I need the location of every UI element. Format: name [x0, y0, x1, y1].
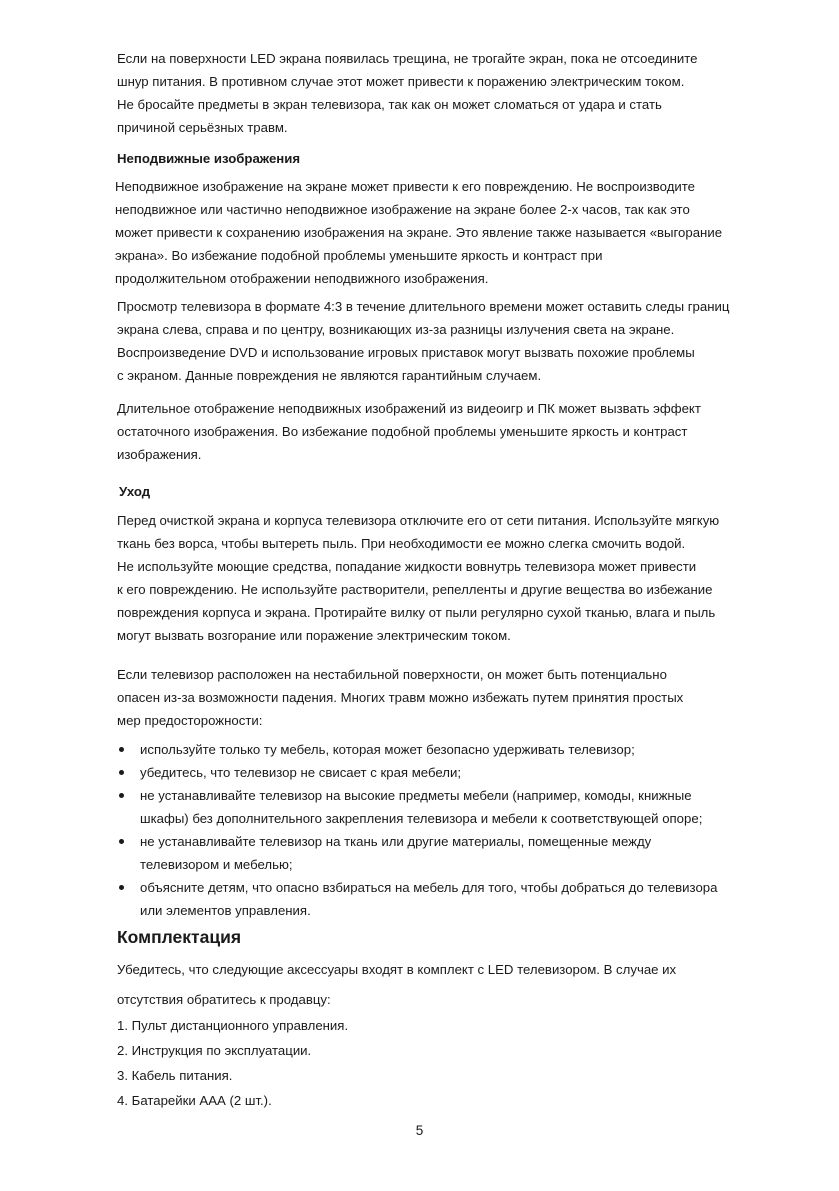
kit-item-batteries: 4. Батарейки ААА (2 шт.).	[117, 1093, 272, 1108]
text-line: Не бросайте предметы в экран телевизора, так как он может сломаться от удара и стать	[117, 97, 662, 112]
text-line: остаточного изображения. Во избежание подобной проблемы уменьшите яркость и контраст	[117, 424, 688, 439]
text-line: шнур питания. В противном случае этот может привести к поражению электрическим током.	[117, 74, 685, 89]
still-images-paragraph	[115, 175, 785, 290]
text-line: может привести к сохранению изображения на экране. Это явление также называется «выгорание	[115, 225, 723, 240]
heading-care: Уход	[119, 484, 151, 499]
bullet-item: убедитесь, что телевизор не свисает с края мебели;	[117, 761, 717, 784]
page-number: 5	[415, 1123, 424, 1138]
care-paragraph	[117, 509, 787, 647]
bullet-dot-icon	[119, 839, 124, 844]
screen-crack-paragraph	[117, 47, 787, 139]
text-line: с экраном. Данные повреждения не являются гарантийным случаем.	[117, 368, 542, 383]
aspect-ratio-paragraph	[117, 295, 787, 387]
bullet-dot-icon	[119, 793, 124, 798]
bullet-dot-icon	[119, 885, 124, 890]
text-line: мер предосторожности:	[117, 713, 263, 728]
text-line: Воспроизведение DVD и использование игровых приставок могут вызвать похожие проблемы	[117, 345, 695, 360]
text-line: повреждения корпуса и экрана. Протирайте вилку от пыли регулярно сухой тканью, влага и пыль	[117, 605, 716, 620]
text-line: экрана слева, справа и по центру, возникающих из-за разницы излучения света на экране.	[117, 322, 675, 337]
bullet-item: используйте только ту мебель, которая может безопасно удерживать телевизор;	[117, 738, 717, 761]
stability-paragraph	[117, 663, 787, 732]
text-line: Не используйте моющие средства, попадание жидкости вовнутрь телевизора может привести	[117, 559, 697, 574]
safety-bullet-list	[117, 738, 717, 922]
bullet-item: объясните детям, что опасно взбираться на мебель для того, чтобы добраться до телевизора или элементов управления.	[117, 876, 717, 922]
kit-item-power-cable: 3. Кабель питания.	[117, 1068, 233, 1083]
afterimage-paragraph	[117, 397, 787, 466]
text-line: изображения.	[117, 447, 202, 462]
heading-package-contents: Комплектация	[117, 927, 242, 947]
text-line: к его повреждению. Не используйте растворители, репелленты и другие вещества во избежание	[117, 582, 713, 597]
bullet-dot-icon	[119, 747, 124, 752]
text-line: неподвижное или частично неподвижное изображение на экране более 2-х часов, так как это	[115, 202, 690, 217]
text-line: Если телевизор расположен на нестабильной поверхности, он может быть потенциально	[117, 667, 667, 682]
bullet-item: не устанавливайте телевизор на ткань или другие материалы, помещенные между телевизором и мебелью;	[117, 830, 717, 876]
kit-item-manual: 2. Инструкция по эксплуатации.	[117, 1043, 312, 1058]
text-line: ткань без ворса, чтобы вытереть пыль. При необходимости ее можно слегка смочить водой.	[117, 536, 686, 551]
text-line: Просмотр телевизора в формате 4:3 в течение длительного времени может оставить следы границ	[117, 299, 730, 314]
text-line: экрана». Во избежание подобной проблемы уменьшите яркость и контраст при	[115, 248, 603, 263]
text-line: причиной серьёзных травм.	[117, 120, 288, 135]
text-line: Перед очисткой экрана и корпуса телевизора отключите его от сети питания. Используйте мягкую	[117, 513, 720, 528]
text-line: Если на поверхности LED экрана появилась трещина, не трогайте экран, пока не отсоедините	[117, 51, 698, 66]
bullet-item: не устанавливайте телевизор на высокие предметы мебели (например, комоды, книжные шкафы) без дополнительного закрепления телевизора и мебели к соответствующей опоре;	[117, 784, 717, 830]
text-line: Длительное отображение неподвижных изображений из видеоигр и ПК может вызвать эффект	[117, 401, 701, 416]
kit-intro-line-2: отсутствия обратитесь к продавцу:	[117, 992, 331, 1007]
bullet-dot-icon	[119, 770, 124, 775]
kit-item-remote: 1. Пульт дистанционного управления.	[117, 1018, 349, 1033]
text-line: могут вызвать возгорание или поражение электрическим током.	[117, 628, 511, 643]
heading-still-images: Неподвижные изображения	[117, 151, 301, 166]
kit-intro-line-1: Убедитесь, что следующие аксессуары входят в комплект с LED телевизором. В случае их	[117, 962, 677, 977]
text-line: продолжительном отображении неподвижного изображения.	[115, 271, 489, 286]
text-line: опасен из-за возможности падения. Многих травм можно избежать путем принятия простых	[117, 690, 684, 705]
text-line: Неподвижное изображение на экране может привести к его повреждению. Не воспроизводите	[115, 179, 695, 194]
